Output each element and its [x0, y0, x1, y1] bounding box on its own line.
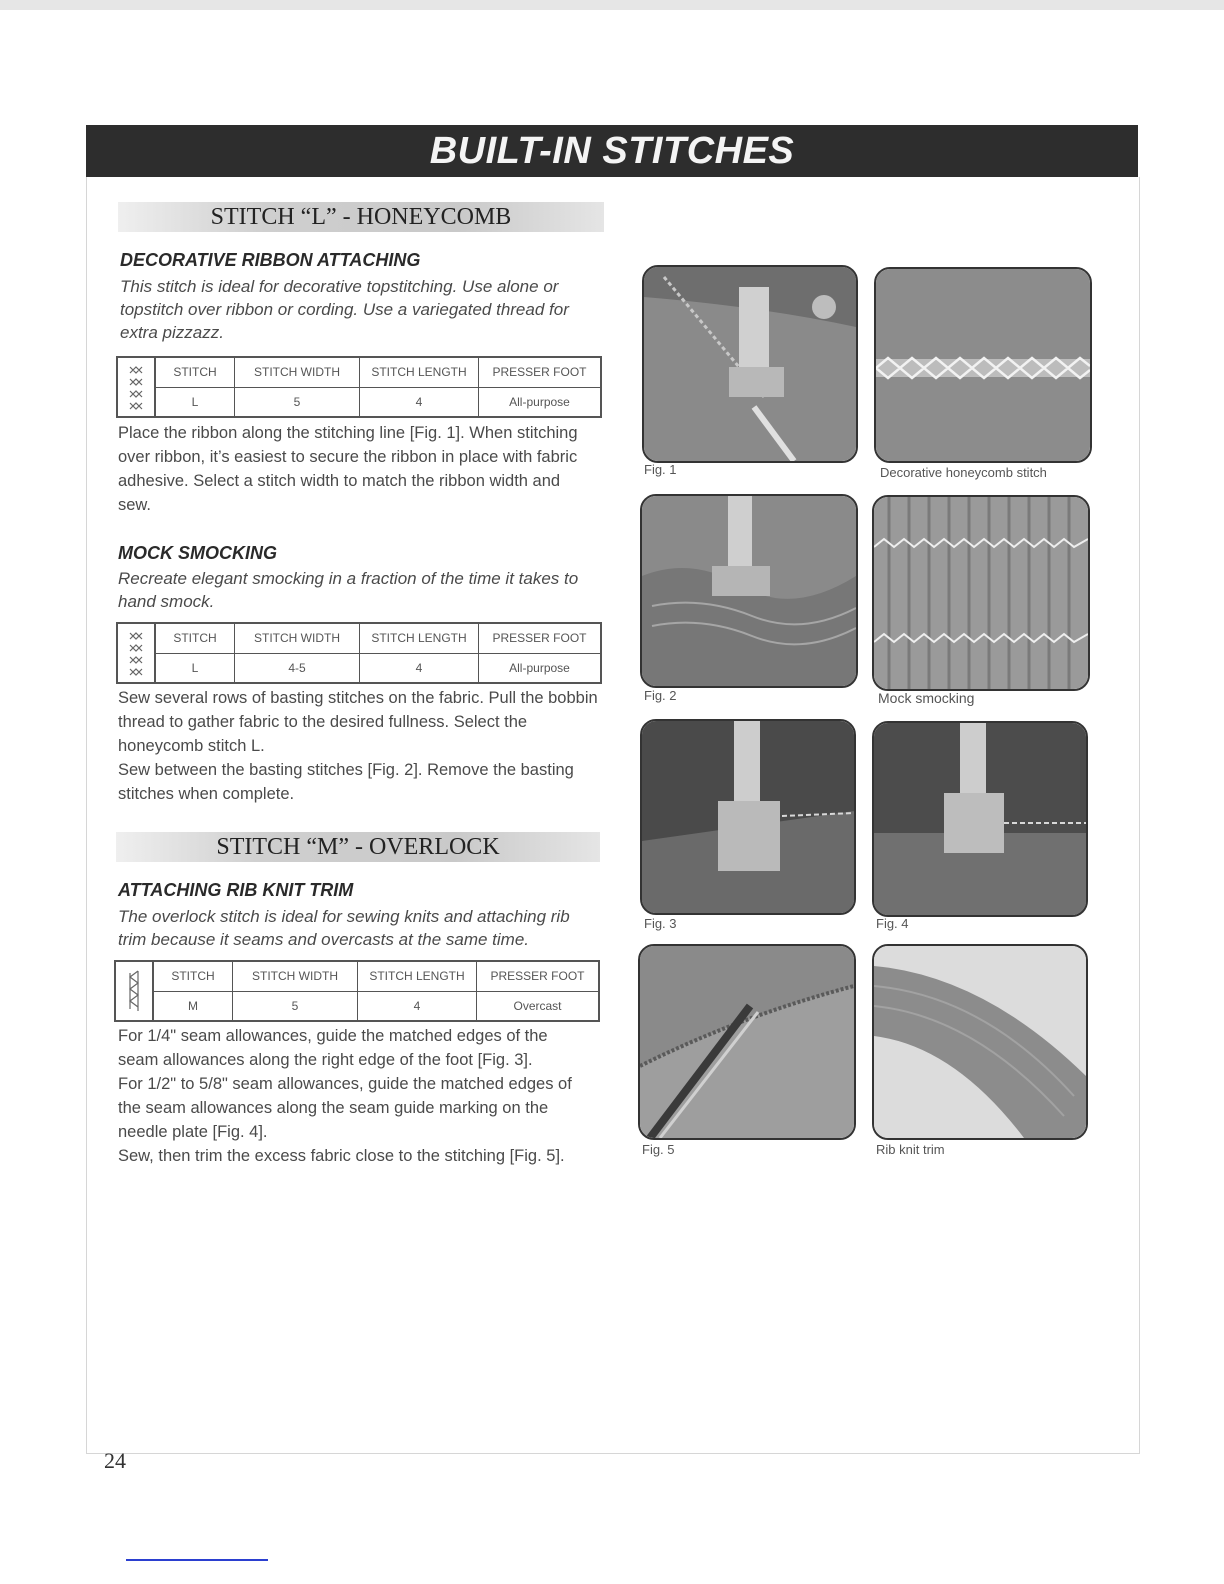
paragraph: Place the ribbon along the stitching line [Fig. 1]. When stitching over ribbon, it’s easiest to secure the ribbon in place with fabric adhesive. Select a stitch width to match the ribbon width and sew. [118, 424, 578, 514]
table-header: STITCH WIDTH [233, 962, 358, 991]
rib-knit-trim-photo [872, 944, 1088, 1140]
figure-1-photo [642, 265, 858, 463]
figure-caption: Rib knit trim [876, 1142, 945, 1157]
honeycomb-stitch-icon [118, 624, 156, 682]
table-header: PRESSER FOOT [492, 365, 587, 379]
figure-caption: Decorative honeycomb stitch [880, 465, 1047, 480]
table-cell: All-purpose [509, 394, 570, 409]
table-header: STITCH [156, 358, 235, 387]
page-number: 24 [104, 1448, 126, 1473]
table-cell: 4-5 [235, 654, 360, 683]
subheading-ribbon: DECORATIVE RIBBON ATTACHING [120, 250, 421, 270]
page-title: BUILT-IN STITCHES [86, 125, 1138, 177]
stitch-settings-table-smocking [116, 622, 602, 684]
figure-caption: Fig. 5 [642, 1142, 675, 1157]
figure-5-photo [638, 944, 856, 1140]
figure-caption: Mock smocking [878, 690, 975, 706]
body-rib-knit [118, 1024, 584, 1168]
table-header: STITCH LENGTH [360, 358, 479, 387]
figure-caption: Fig. 1 [644, 462, 677, 477]
subheading-rib-knit: ATTACHING RIB KNIT TRIM [118, 880, 354, 900]
figure-3-photo [640, 719, 856, 915]
figure-caption: Fig. 4 [876, 916, 909, 931]
table-header: STITCH [156, 624, 235, 653]
table-cell: 5 [235, 388, 360, 417]
table-header: STITCH [154, 962, 233, 991]
intro-rib-knit: The overlock stitch is ideal for sewing knits and attaching rib trim because it seams and overcasts at the same time. [118, 907, 570, 949]
figure-smocking-photo [872, 495, 1090, 691]
table-header: STITCH LENGTH [358, 962, 477, 991]
body-ribbon [118, 421, 578, 517]
honeycomb-stitch-icon [118, 358, 156, 416]
stitch-settings-table-overlock [114, 960, 600, 1022]
divider [126, 1559, 268, 1561]
paragraph: Sew, then trim the excess fabric close to the stitching [Fig. 5]. [118, 1147, 565, 1165]
table-header: STITCH WIDTH [235, 358, 360, 387]
table-header: STITCH WIDTH [235, 624, 360, 653]
intro-smocking: Recreate elegant smocking in a fraction of the time it takes to hand smock. [118, 569, 579, 611]
table-cell: 5 [233, 992, 358, 1021]
table-cell: 4 [360, 388, 479, 417]
overlock-stitch-icon [116, 962, 154, 1020]
table-cell: Overcast [513, 998, 562, 1013]
section-heading-honeycomb: STITCH “L” - HONEYCOMB [118, 202, 604, 232]
figure-honeycomb-photo [874, 267, 1092, 463]
table-cell: 4 [358, 992, 477, 1021]
scan-edge [0, 0, 1224, 10]
table-header: PRESSER FOOT [492, 631, 587, 645]
table-header: PRESSER FOOT [490, 969, 585, 983]
paragraph: For 1/2" to 5/8" seam allowances, guide the matched edges of the seam allowances along the seam guide marking on the needle plate [Fig. 4]. [118, 1075, 572, 1141]
table-cell: M [154, 992, 233, 1021]
subheading-smocking: MOCK SMOCKING [118, 543, 277, 563]
stitch-settings-table-ribbon [116, 356, 602, 418]
figure-2-photo [640, 494, 858, 688]
table-cell: All-purpose [509, 660, 570, 675]
table-header: STITCH LENGTH [360, 624, 479, 653]
body-smocking [118, 686, 600, 806]
paragraph: For 1/4" seam allowances, guide the matched edges of the seam allowances along the right edge of the foot [Fig. 3]. [118, 1027, 548, 1069]
figure-4-photo [872, 721, 1088, 917]
paragraph: Sew several rows of basting stitches on the fabric. Pull the bobbin thread to gather fabric to the desired fullness. Select the honeycomb stitch L. [118, 689, 598, 755]
intro-ribbon: This stitch is ideal for decorative topstitching. Use alone or topstitch over ribbon or cording. Use a variegated thread for extra pizzazz. [120, 277, 569, 342]
table-cell: 4 [360, 654, 479, 683]
paragraph: Sew between the basting stitches [Fig. 2]. Remove the basting stitches when complete. [118, 761, 574, 803]
section-heading-overlock: STITCH “M” - OVERLOCK [116, 832, 600, 862]
figure-caption: Fig. 2 [644, 688, 677, 703]
table-cell: L [156, 388, 235, 417]
table-cell: L [156, 654, 235, 683]
figure-caption: Fig. 3 [644, 916, 677, 931]
